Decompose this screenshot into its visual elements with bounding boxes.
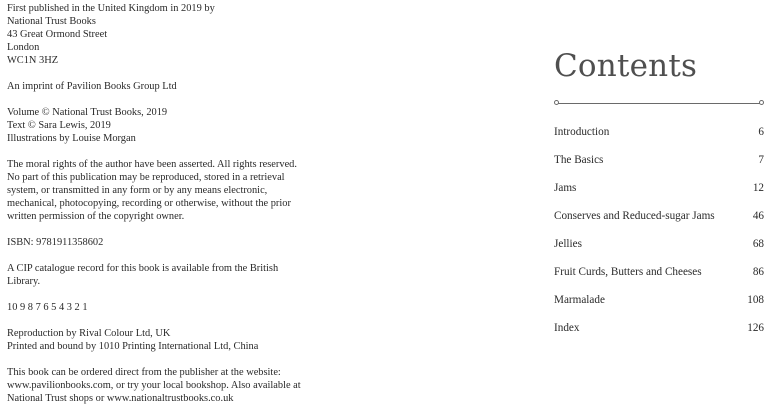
contents-list	[554, 124, 764, 348]
contents-entry[interactable]	[554, 236, 764, 264]
entry-page-number: 6	[758, 126, 764, 138]
entry-title: Introduction	[554, 126, 610, 138]
contents-entry[interactable]	[554, 124, 764, 152]
entry-title: Index	[554, 322, 580, 334]
contents-entry[interactable]	[554, 320, 764, 348]
ordering-info	[7, 366, 337, 405]
text-line: system, or transmitted in any form or by any means electronic,	[7, 185, 268, 196]
text-line: The moral rights of the author have been asserted. All rights reserved.	[7, 159, 297, 170]
publisher-address	[7, 2, 337, 67]
entry-title: Fruit Curds, Butters and Cheeses	[554, 266, 702, 278]
text-line: Volume © National Trust Books, 2019	[7, 107, 168, 118]
text-line: National Trust Books	[7, 16, 96, 27]
rule-end-dot	[759, 100, 764, 105]
text-line: mechanical, photocopying, recording or otherwise, without the prior	[7, 198, 291, 209]
text-line: First published in the United Kingdom in 2019 by	[7, 3, 215, 14]
entry-page-number: 12	[752, 182, 764, 194]
text-line: 43 Great Ormond Street	[7, 29, 108, 40]
entry-page-number: 86	[752, 266, 764, 278]
printer-credits	[7, 327, 337, 353]
rule-line	[558, 103, 760, 104]
text-line: ISBN: 9781911358602	[7, 237, 104, 248]
contents-page	[554, 48, 764, 348]
contents-entry[interactable]	[554, 152, 764, 180]
entry-title: Conserves and Reduced-sugar Jams	[554, 210, 715, 222]
text-line: Text © Sara Lewis, 2019	[7, 120, 111, 131]
entry-page-number: 7	[758, 154, 764, 166]
copyright-page	[7, 2, 337, 418]
printing-line	[7, 301, 337, 314]
text-line: Library.	[7, 276, 41, 287]
text-line: Illustrations by Louise Morgan	[7, 133, 136, 144]
text-line: An imprint of Pavilion Books Group Ltd	[7, 81, 177, 92]
entry-page-number: 108	[747, 294, 764, 306]
copyright-credits	[7, 106, 337, 145]
entry-page-number: 68	[752, 238, 764, 250]
decorative-rule	[554, 100, 764, 107]
contents-title: Contents	[554, 48, 698, 84]
text-line: London	[7, 42, 40, 53]
entry-page-number: 46	[752, 210, 764, 222]
text-line: A CIP catalogue record for this book is available from the British	[7, 263, 279, 274]
text-line: written permission of the copyright owner.	[7, 211, 185, 222]
contents-entry[interactable]	[554, 264, 764, 292]
entry-title: The Basics	[554, 154, 604, 166]
text-line: This book can be ordered direct from the publisher at the website:	[7, 367, 281, 378]
text-line: WC1N 3HZ	[7, 55, 59, 66]
rights-notice	[7, 158, 337, 223]
contents-entry[interactable]	[554, 180, 764, 208]
contents-entry[interactable]	[554, 208, 764, 236]
imprint-note	[7, 80, 337, 93]
text-line: No part of this publication may be reproduced, stored in a retrieval	[7, 172, 285, 183]
text-line: www.pavilionbooks.com, or try your local bookshop. Also available at	[7, 380, 301, 391]
text-line: Reproduction by Rival Colour Ltd, UK	[7, 328, 171, 339]
text-line: Printed and bound by 1010 Printing International Ltd, China	[7, 341, 259, 352]
contents-entry[interactable]	[554, 292, 764, 320]
entry-title: Jams	[554, 182, 577, 194]
entry-title: Marmalade	[554, 294, 605, 306]
cip-note	[7, 262, 337, 288]
isbn	[7, 236, 337, 249]
entry-title: Jellies	[554, 238, 582, 250]
entry-page-number: 126	[747, 322, 764, 334]
text-line: National Trust shops or www.nationaltrustbooks.co.uk	[7, 393, 234, 404]
text-line: 10 9 8 7 6 5 4 3 2 1	[7, 302, 88, 313]
